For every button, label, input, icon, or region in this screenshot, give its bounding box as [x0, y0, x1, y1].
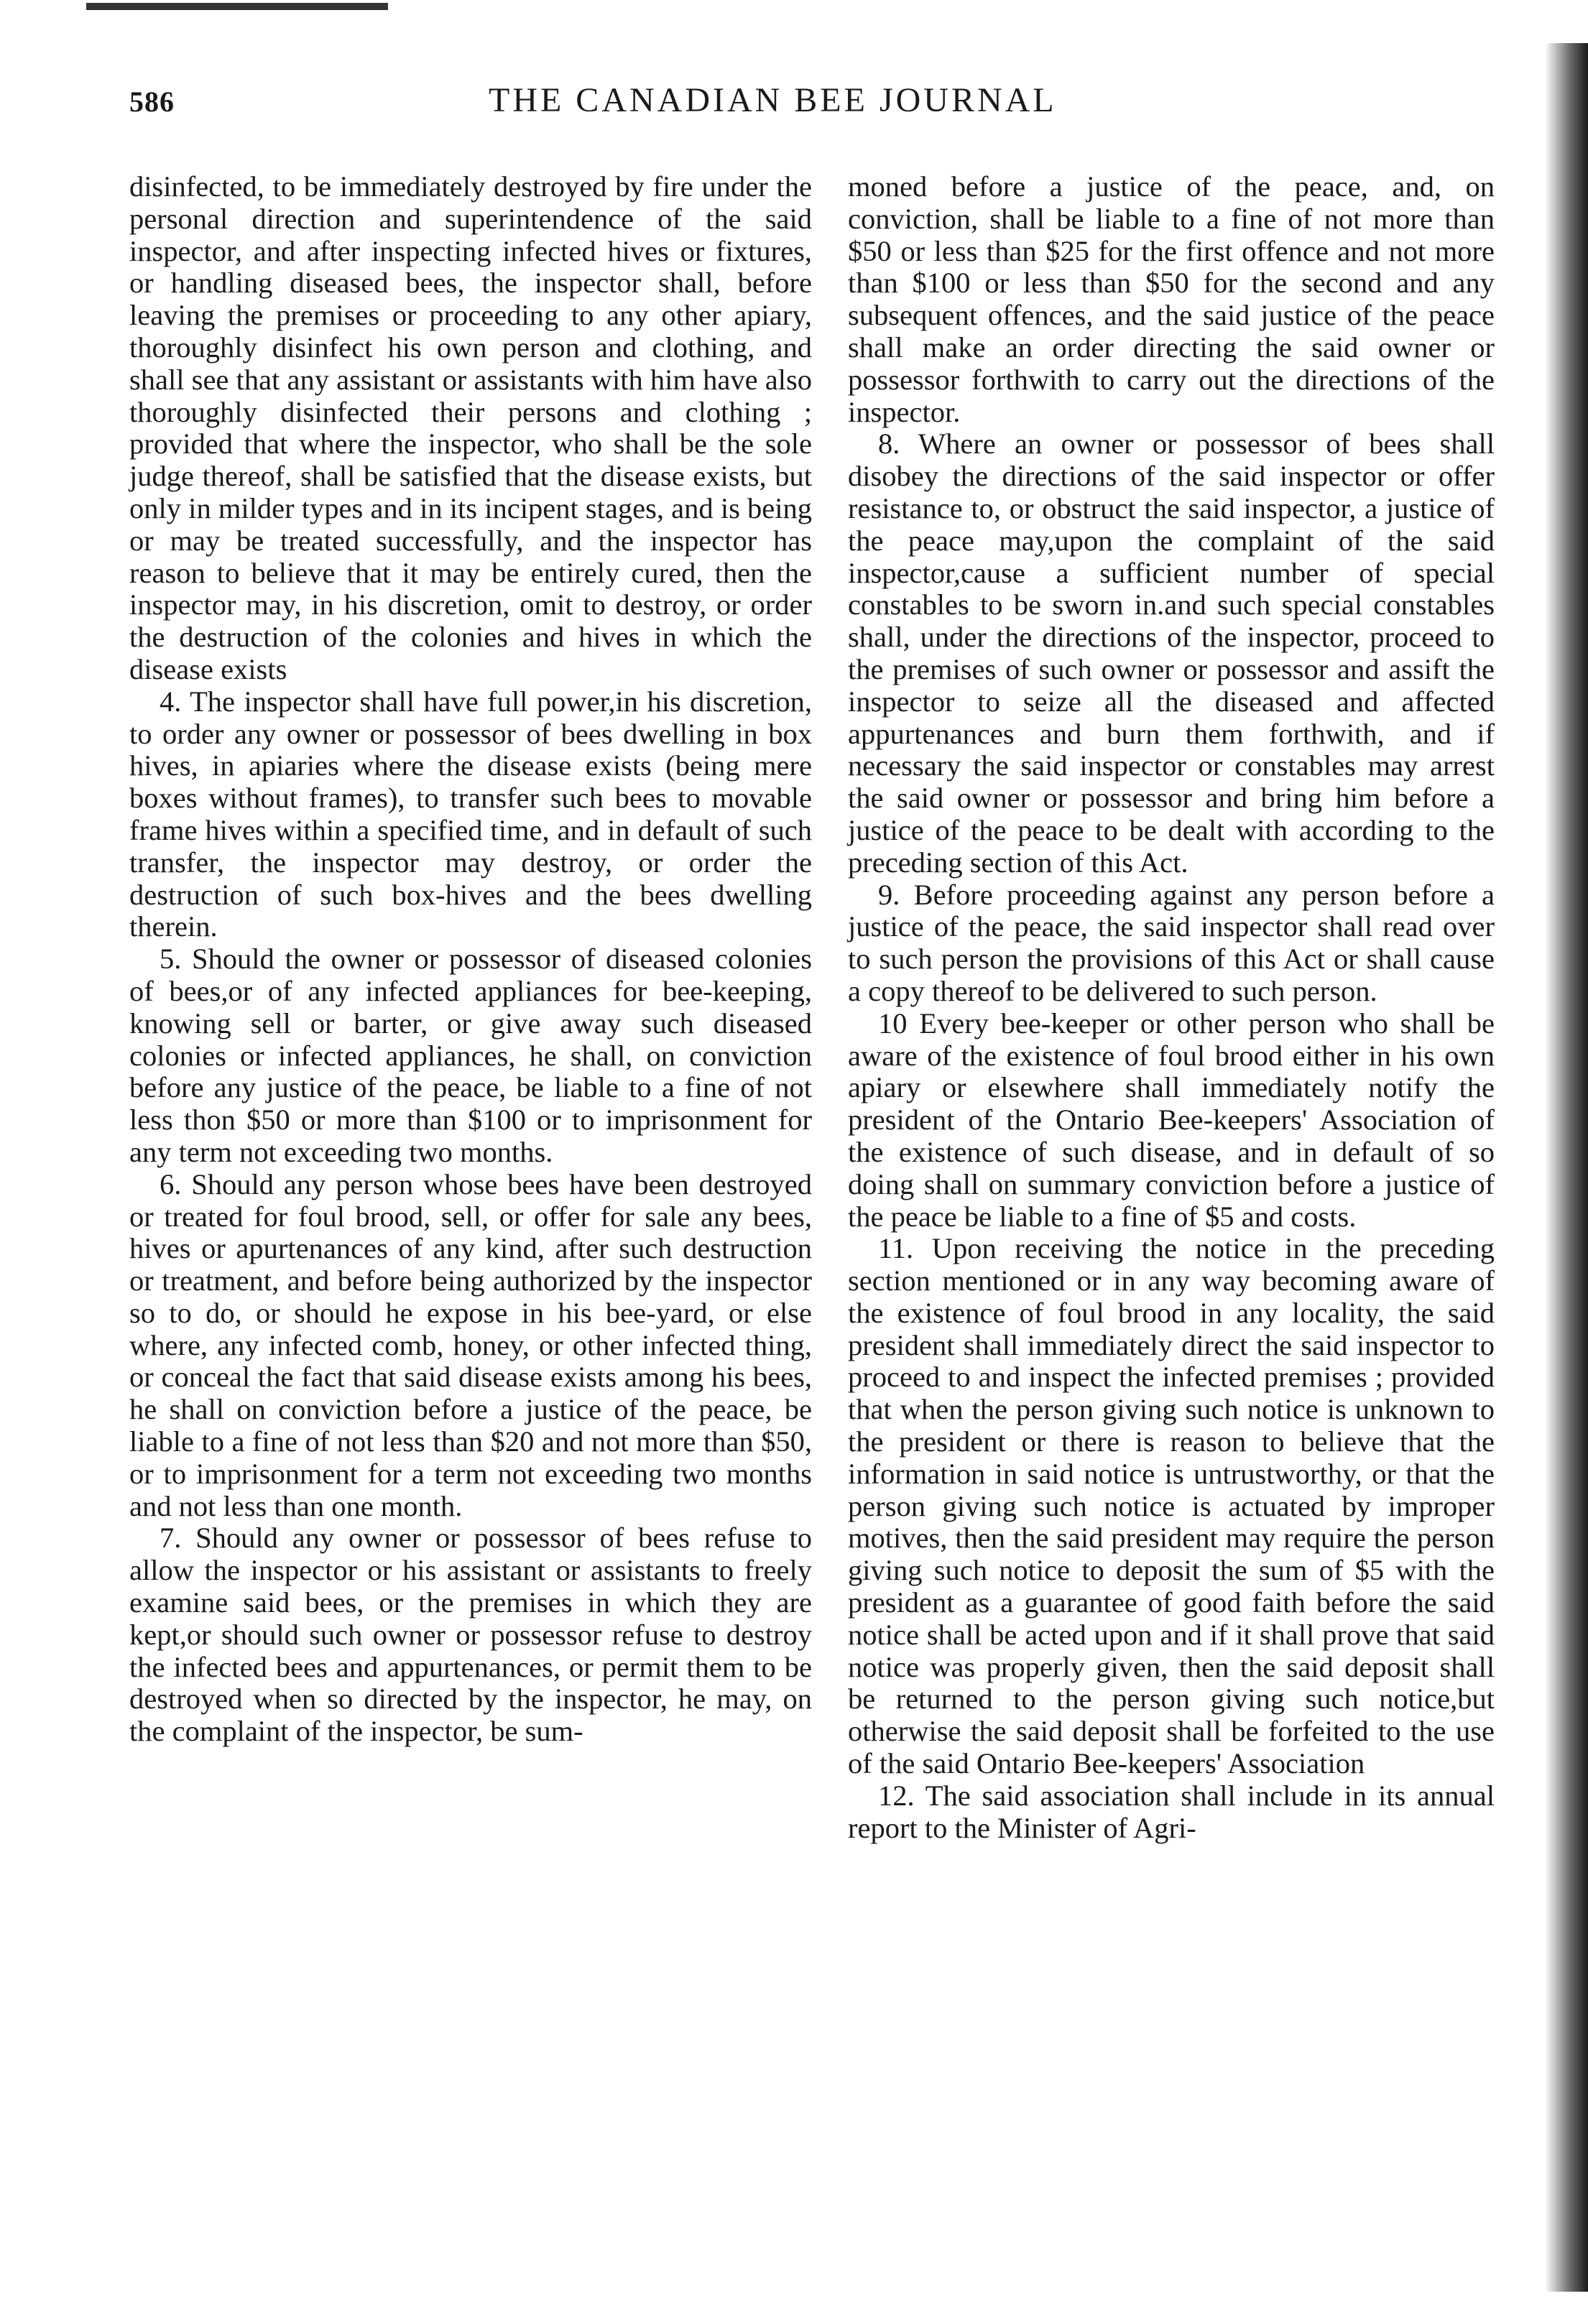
paragraph-section-7: 7. Should any owner or possessor of bees refuse to allow the inspector or his assistant or assistants to freely examine said bees, or the premises in which they are kept,or should such owner or possessor refuse to destroy the infected bees and appurtenances, or permit them to be destroyed when so directed by the inspector, he may, on the complaint of the inspector, be sum-	[129, 1522, 812, 1748]
paragraph-section-4: 4. The inspector shall have full power,in his discretion, to order any owner or possessor of bees dwelling in box hives, in apiaries where the disease exists (being mere boxes without frames), to transfer such bees to movable frame hives within a specified time, and in default of such transfer, the inspector may destroy, or order the destruction of such box-hives and the bees dwelling therein.	[129, 685, 812, 943]
paragraph-section-6: 6. Should any person whose bees have been destroyed or treated for foul brood, sell, or offer for sale any bees, hives or apurtenances of any kind, after such destruction or treatment, and before being authorized by the inspector so to do, or should he expose in his bee-yard, or else where, any infected comb, honey, or other infected thing, or conceal the fact that said disease exists among his bees, he shall on conviction before a justice of the peace, be liable to a fine of not less than $20 and not more than $50, or to imprisonment for a term not exceeding two months and not less than one month.	[129, 1167, 812, 1522]
paragraph-section-3-continued: disinfected, to be immediately destroyed by fire under the personal direction and superintendence of the said inspector, and after inspecting infected hives or fixtures, or handling diseased bees, the inspector shall, before leaving the premises or proceeding to any other apiary, thoroughly disinfect his own person and clothing, and shall see that any assistant or assistants with him have also thoroughly disinfected their persons and clothing ; provided that where the inspector, who shall be the sole judge thereof, shall be satisfied that the disease exists, but only in milder types and in its incipent stages, and is being or may be treated successfully, and the inspector has reason to believe that it may be entirely cured, then the inspector may, in his discretion, omit to destroy, or order the destruction of the colonies and hives in which the disease exists	[129, 170, 812, 685]
left-column	[129, 171, 812, 1748]
right-column	[848, 171, 1495, 1844]
paragraph-section-12: 12. The said association shall include in its annual report to the Minister of Agri-	[848, 1779, 1495, 1844]
page-header	[129, 81, 1495, 135]
top-rule	[86, 3, 388, 10]
page-number: 586	[129, 85, 175, 118]
paragraph-section-10: 10 Every bee-keeper or other person who shall be aware of the existence of foul brood either in his own apiary or elsewhere shall immediately notify the president of the Ontario Bee-keepers' Association of the existence of such disease, and in default of so doing shall on summary conviction before a justice of the peace be liable to a fine of $5 and costs.	[848, 1006, 1495, 1233]
page-edge-shadow	[1545, 43, 1588, 2292]
paragraph-section-11: 11. Upon receiving the notice in the preceding section mentioned or in any way becoming aware of the existence of foul brood in any locality, the said president shall immediately direct the said inspector to proceed to and inspect the infected premises ; provided that when the person giving such notice is unknown to the president or there is reason to believe that the information in said notice is untrustworthy, or that the person giving such notice is actuated by improper motives, then the said president may require the person giving such notice to deposit the sum of $5 with the president as a guarantee of good faith before the said notice shall be acted upon and if it shall prove that said notice was properly given, then the said deposit shall be returned to the person giving such notice,but otherwise the said deposit shall be forfeited to the use of the said Ontario Bee-keepers' Association	[848, 1232, 1495, 1780]
paragraph-section-5: 5. Should the owner or possessor of diseased colonies of bees,or of any infected appliances for bee-keeping, knowing sell or barter, or give away such diseased colonies or infected appliances, he shall, on conviction before any justice of the peace, be liable to a fine of not less thon $50 or more than $100 or to imprisonment for any term not exceeding two months.	[129, 943, 812, 1168]
running-title: THE CANADIAN BEE JOURNAL	[489, 81, 1057, 119]
paragraph-section-8: 8. Where an owner or possessor of bees shall disobey the directions of the said inspector or offer resistance to, or obstruct the said inspector, a justice of the peace may,upon the complaint of the said inspector,cause a sufficient number of special constables to be sworn in.and such special constables shall, under the directions of the inspector, proceed to the premises of such owner or possessor and assift the inspector to seize all the diseased and affected appurtenances and burn them forthwith, and if necessary the said inspector or constables may arrest the said owner or possessor and bring him before a justice of the peace to be dealt with according to the preceding section of this Act.	[848, 427, 1495, 879]
paragraph-section-7-continued: moned before a justice of the peace, and, on conviction, shall be liable to a fine of not more than $50 or less than $25 for the first offence and not more than $100 or less than $50 for the second and any subsequent offences, and the said justice of the peace shall make an order directing the said owner or possessor forthwith to carry out the directions of the inspector.	[848, 170, 1495, 428]
paragraph-section-9: 9. Before proceeding against any person before a justice of the peace, the said inspector shall read over to such person the provisions of this Act or shall cause a copy thereof to be delivered to such person.	[848, 878, 1495, 1007]
